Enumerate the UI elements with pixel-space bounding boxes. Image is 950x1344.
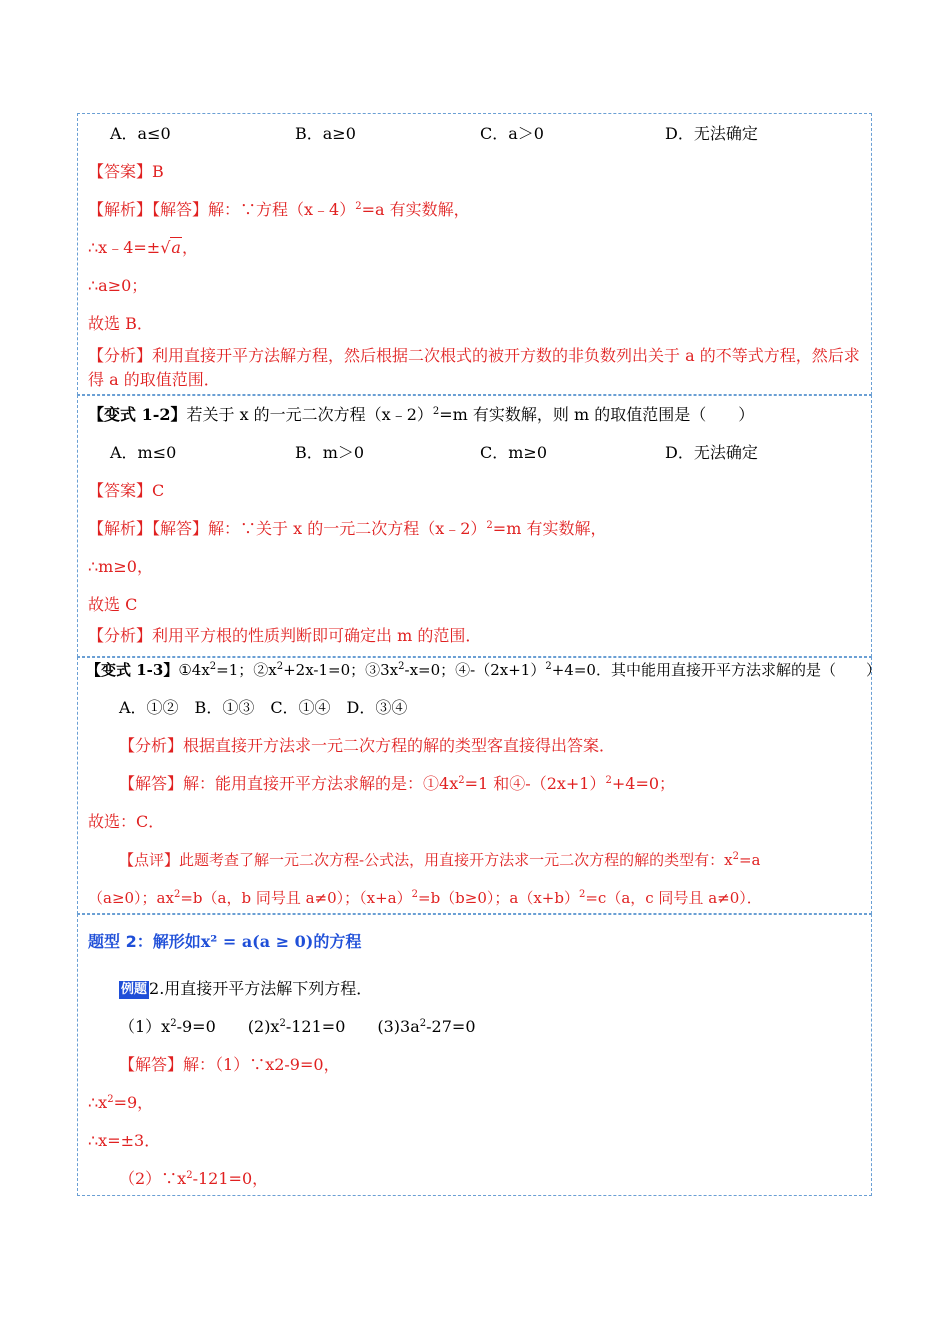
step-1-a: ∴x	[88, 1093, 108, 1112]
option-d: D．无法确定	[665, 443, 758, 462]
superscript: 2	[419, 1018, 427, 1029]
question-text-e: +4=0．其中能用直接开平方法求解的是（ ）	[551, 661, 881, 679]
answer-line: 【答案】B	[88, 162, 164, 181]
option-b: B．m＞0	[295, 443, 365, 462]
answer-line: 【答案】C	[88, 481, 165, 500]
example-badge: 例题	[121, 982, 148, 997]
question-title	[88, 404, 754, 426]
note-tag: 【分析】	[88, 626, 153, 645]
superscript: 2	[458, 775, 465, 786]
step-3-b: -121=0，	[192, 1169, 269, 1188]
comment-text-e: =b（b≥0）；a（x+b）	[418, 889, 579, 907]
heading-text-a: 题型 2：解形如	[88, 932, 201, 951]
question-text-c: +2x-1=0；③3x	[283, 661, 399, 679]
step-3	[119, 1168, 268, 1190]
analysis-line	[119, 735, 615, 757]
question-after: =m 有实数解，则 m 的取值范围是（ ）	[439, 405, 755, 424]
solve-text: 解：（1）∵x2-9=0，	[183, 1055, 340, 1074]
analysis-text: ∵方程（x﹣4）	[240, 200, 356, 219]
superscript: 2	[732, 851, 739, 862]
solve-text-b: =1 和④-（2x+1）	[464, 774, 606, 793]
option-d: D．无法确定	[665, 124, 758, 143]
step-inequality: ∴a≥0；	[88, 276, 148, 295]
options-row: A．①② B．①③ C．①④ D．③④	[119, 698, 408, 717]
section-heading	[88, 931, 361, 953]
eq-text-c: -121=0 (3)3a	[285, 1017, 420, 1036]
analysis-tag: 【分析】	[119, 736, 184, 755]
superscript: 2	[355, 201, 362, 212]
solve-line	[119, 1054, 340, 1076]
comment-text-c: （a≥0）；ax	[88, 889, 174, 907]
question-text: 若关于 x 的一元二次方程（x﹣2）	[186, 405, 433, 424]
solve-tag: 【解答】	[119, 1055, 184, 1074]
step-inequality: ∴m≥0，	[88, 557, 153, 576]
superscript: 2	[107, 1094, 114, 1105]
question-text-a: ①4x	[178, 661, 210, 679]
comment-text-f: =c（a，c 同号且 a≠0）．	[585, 889, 762, 907]
comment-line-1	[119, 849, 760, 871]
superscript: 2	[209, 661, 217, 672]
question-tag: 【变式 1-2】	[88, 405, 187, 424]
note	[88, 625, 481, 647]
step-1-b: =9，	[113, 1093, 154, 1112]
option-c: C．a＞0	[480, 124, 544, 143]
comment-line-2	[88, 887, 762, 909]
solve-text-c: +4=0；	[611, 774, 676, 793]
step-sqrt-suffix: ，	[181, 238, 198, 257]
sqrt-icon: √a	[160, 238, 181, 257]
conclusion: 故选：C．	[88, 812, 165, 831]
option-a: A．a≤0	[110, 124, 171, 143]
example-text: 2.用直接开平方法解下列方程．	[149, 979, 373, 998]
equations-row	[119, 1016, 476, 1038]
heading-formula: x² = a(a ≥ 0)	[200, 932, 314, 951]
analysis-line	[88, 199, 470, 221]
superscript: 2	[411, 889, 418, 900]
eq-text-a: （1）x	[119, 1017, 171, 1036]
analysis-text: 根据直接开方法求一元二次方程的解的类型客直接得出答案．	[183, 736, 616, 755]
superscript: 2	[578, 889, 586, 900]
superscript: 2	[186, 1170, 193, 1181]
solve-line	[119, 773, 675, 795]
note	[88, 344, 868, 392]
option-c: C．m≥0	[480, 443, 548, 462]
radicand: a	[171, 238, 181, 257]
option-a: A．m≤0	[110, 443, 177, 462]
eq-text-d: -27=0	[426, 1017, 476, 1036]
question-title	[86, 659, 881, 681]
superscript: 2	[605, 775, 612, 786]
solve-text-a: 解：能用直接开平方法求解的是：①4x	[183, 774, 459, 793]
analysis-after: =m 有实数解，	[492, 519, 607, 538]
superscript: 2	[486, 520, 493, 531]
conclusion: 故选 C	[88, 595, 138, 614]
step-2: ∴x=±3．	[88, 1131, 161, 1150]
example-question	[119, 978, 372, 1000]
comment-tag: 【点评】	[119, 851, 180, 869]
comment-text-b: =a	[738, 851, 761, 869]
step-3-a: （2）∵x	[119, 1169, 187, 1188]
question-text-d: -x=0；④-（2x+1）	[404, 661, 546, 679]
eq-text-b: -9=0 (2)x	[176, 1017, 280, 1036]
superscript: 2	[173, 889, 181, 900]
analysis-after: =a 有实数解，	[361, 200, 470, 219]
analysis-line	[88, 518, 606, 540]
conclusion: 故选 B．	[88, 314, 153, 333]
analysis-tag: 【解析】【解答】解：	[88, 519, 241, 538]
step-sqrt-prefix: ∴x﹣4=±	[88, 238, 161, 257]
comment-text-a: 此题考查了解一元二次方程-公式法，用直接开方法求一元二次方程的解的类型有：x	[179, 851, 733, 869]
superscript: 2	[170, 1018, 177, 1029]
superscript: 2	[279, 1018, 286, 1029]
note-tag: 【分析】	[88, 346, 153, 365]
step-sqrt	[88, 237, 198, 259]
step-1	[88, 1092, 153, 1114]
superscript: 2	[398, 661, 405, 672]
superscript: 2	[276, 661, 284, 672]
question-text-b: =1；②x	[216, 661, 277, 679]
superscript: 2	[432, 406, 440, 417]
solve-tag: 【解答】	[119, 774, 184, 793]
question-tag: 【变式 1-3】	[86, 661, 179, 679]
analysis-tag: 【解析】【解答】解：	[88, 200, 241, 219]
comment-text-d: =b（a，b 同号且 a≠0）；（x+a）	[180, 889, 412, 907]
analysis-text: ∵关于 x 的一元二次方程（x﹣2）	[240, 519, 487, 538]
heading-text-b: 的方程	[313, 932, 362, 951]
superscript: 2	[545, 661, 552, 672]
note-text: 利用平方根的性质判断即可确定出 m 的范围．	[152, 626, 482, 645]
note-text: 利用直接开平方法解方程，然后根据二次根式的被开方数的非负数列出关于 a 的不等式方程，然后求得 a 的取值范围．	[88, 346, 860, 389]
option-b: B．a≥0	[295, 124, 356, 143]
